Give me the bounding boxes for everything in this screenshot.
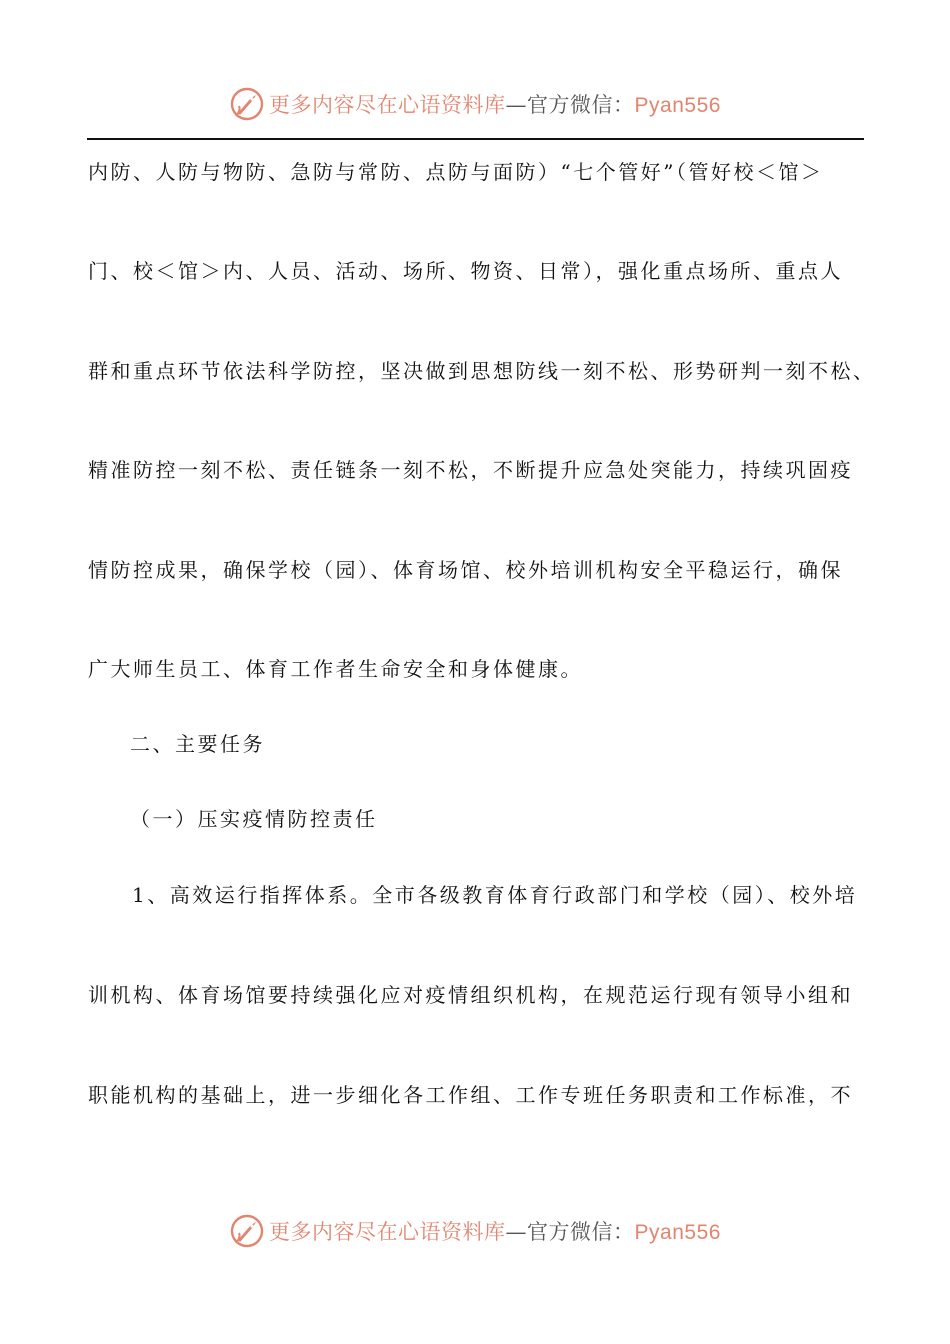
body-line: 群和重点环节依法科学防控，坚决做到思想防线一刻不松、形势研判一刻不松、 (88, 359, 876, 383)
banner-text (269, 1216, 721, 1246)
footer-banner (0, 1211, 950, 1251)
banner-main-text: 更多内容尽在心语资料库 (269, 93, 506, 117)
body-line: 内防、人防与物防、急防与常防、点防与面防）“七个管好”（管好校＜馆＞ (88, 160, 824, 184)
body-line: 情防控成果，确保学校（园）、体育场馆、校外培训机构安全平稳运行，确保 (88, 558, 843, 582)
body-line: 门、校＜馆＞内、人员、活动、场所、物资、日常），强化重点场所、重点人 (88, 259, 843, 283)
banner-sub-text: 官方微信： (527, 1220, 635, 1244)
banner-wechat-id: Pyan556 (634, 94, 721, 117)
header-banner (0, 84, 950, 124)
banner-wechat-id: Pyan556 (634, 1221, 721, 1244)
banner-dash: — (505, 1220, 528, 1244)
section-heading: 二、主要任务 (130, 732, 265, 756)
header-divider (87, 138, 864, 140)
banner-text (269, 89, 721, 119)
pen-nib-icon (229, 86, 265, 122)
banner-dash: — (505, 93, 528, 117)
subsection-heading: （一）压实疫情防控责任 (130, 807, 378, 831)
body-line: 精准防控一刻不松、责任链条一刻不松，不断提升应急处突能力，持续巩固疫 (88, 458, 853, 482)
body-line: 训机构、体育场馆要持续强化应对疫情组织机构，在规范运行现有领导小组和 (88, 983, 853, 1007)
body-line: 1、高效运行指挥体系。全市各级教育体育行政部门和学校（园）、校外培 (132, 883, 858, 907)
banner-sub-text: 官方微信： (527, 93, 635, 117)
pen-nib-icon (229, 1213, 265, 1249)
banner-main-text: 更多内容尽在心语资料库 (269, 1220, 506, 1244)
body-line: 广大师生员工、体育工作者生命安全和身体健康。 (88, 657, 583, 681)
body-line: 职能机构的基础上，进一步细化各工作组、工作专班任务职责和工作标准，不 (88, 1083, 853, 1107)
